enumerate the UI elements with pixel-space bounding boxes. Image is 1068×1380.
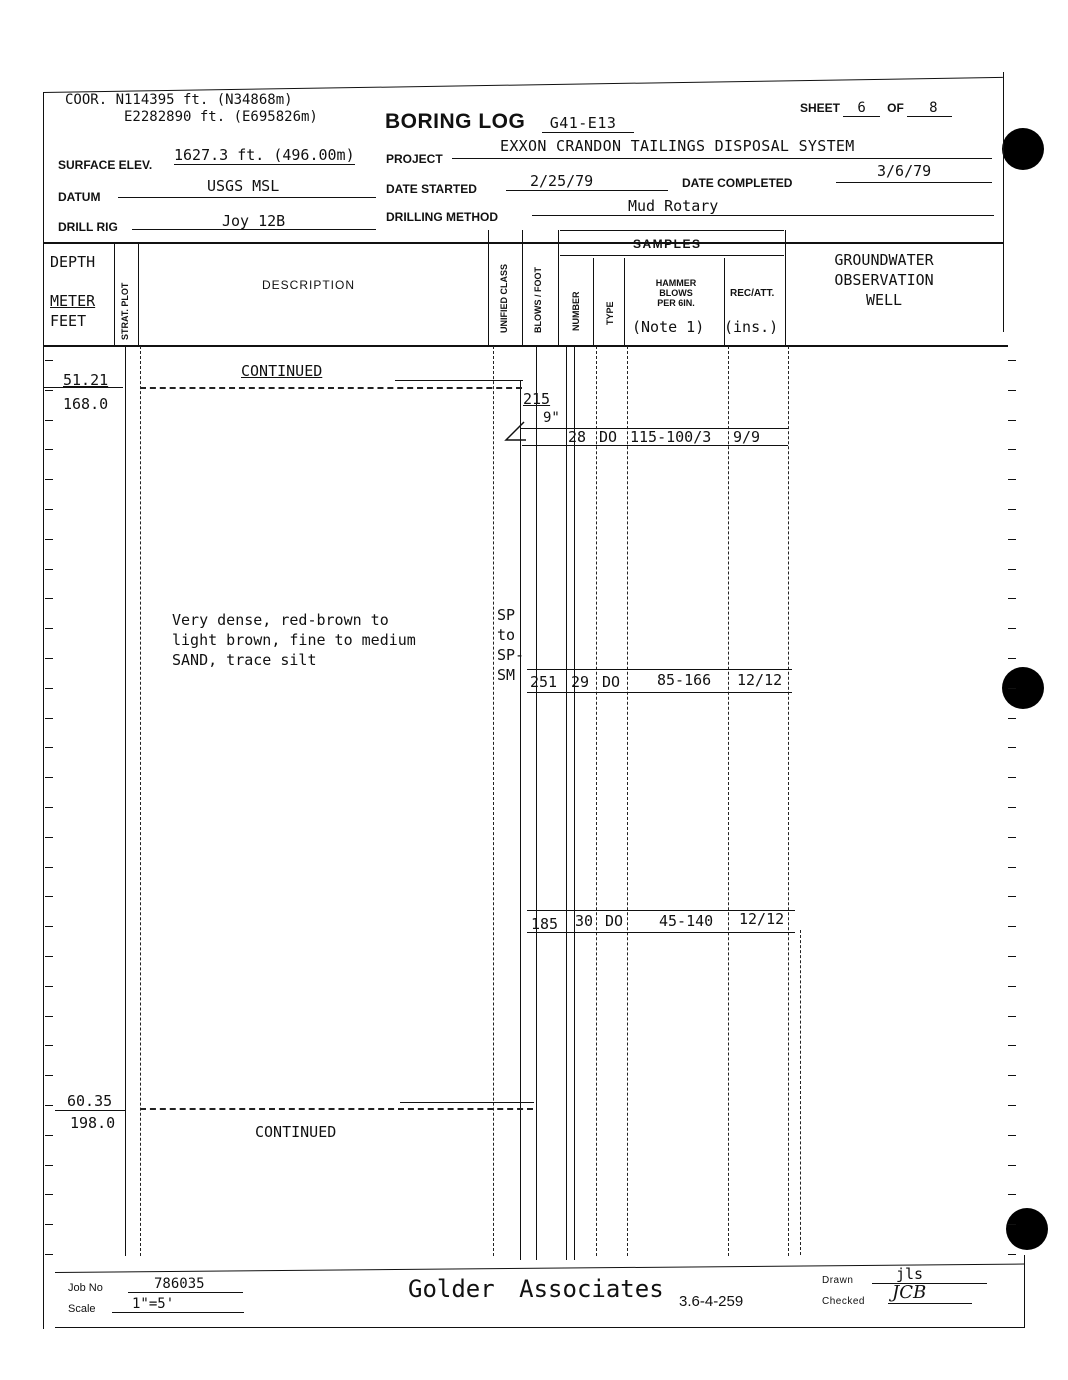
depth-tick [1008,1224,1016,1225]
frame-left [43,92,44,1329]
title-text: BORING LOG [385,110,526,133]
depth-tick [1008,986,1016,987]
column-header-bottom [43,345,1008,347]
depth-tick [1008,896,1016,897]
sheet-number: 6 [843,100,879,117]
sample-29-blows: 251 [530,673,558,691]
frame-top [43,77,1003,93]
top-meter: 51.21 [63,371,109,389]
depth-tick [1008,1045,1016,1046]
col-class-blows [522,230,523,346]
depth-tick [45,956,53,957]
surface-elev-label: SURFACE ELEV. [58,158,153,172]
date-started-value: 2/25/79 [530,172,594,190]
checked-label: Checked [822,1296,865,1307]
depth-tick [45,718,53,719]
depth-tick [1008,718,1016,719]
datum-label: DATUM [58,190,101,204]
depth-tick [1008,926,1016,927]
drill-rig-label: DRILL RIG [58,220,118,234]
top-feet: 168.0 [63,395,109,413]
depth-tick [1008,569,1016,570]
depth-tick [1008,420,1016,421]
body-samples-left [566,346,567,1260]
drill-rig-value: Joy 12B [222,212,286,230]
drilling-method-underline [532,215,994,216]
depth-tick [45,658,53,659]
sample-30-number: 30 [575,912,594,930]
of-label: OF [887,101,904,115]
col-strat-desc [138,243,139,346]
depth-tick [45,1105,53,1106]
sample-28-number: 28 [568,428,587,446]
coor-line2: E2282890 ft. (E695826m) [124,109,318,125]
depth-tick [45,986,53,987]
strat-plot-header: STRAT. PLOT [120,282,130,340]
top-boundary-right [395,380,523,381]
depth-tick [45,807,53,808]
depth-tick [45,837,53,838]
feet-header: FEET [50,312,87,330]
hammer-note: (Note 1) [632,318,705,336]
depth-tick [45,867,53,868]
samples-header: SAMPLES [633,237,702,251]
body-class [493,346,494,1256]
type-header: TYPE [605,301,615,325]
punch-hole-bottom [1006,1208,1048,1250]
depth-tick [1008,688,1016,689]
col-depth-strat [114,243,115,346]
col-number-type [593,258,594,346]
depth-tick [1008,956,1016,957]
depth-tick [1008,807,1016,808]
body-class-blows [520,380,521,1260]
depth-tick [45,569,53,570]
depth-tick [45,896,53,897]
drilling-method-value: Mud Rotary [628,197,719,215]
class-line3: SP- [497,646,525,664]
coor-line1: COOR. N114395 ft. (N34868m) [65,92,293,108]
top-boundary [140,387,522,389]
ground-arrow-icon [502,418,532,448]
depth-tick [45,1254,53,1255]
boring-id: G41-E13 [542,114,635,133]
rec-units-header: (ins.) [724,318,779,336]
sample-29-hammer: 85-166 [657,671,712,689]
blows-note-sub: 9" [543,410,560,426]
class-line4: SM [497,666,516,684]
body-hammer [627,346,628,1256]
depth-tick [45,1075,53,1076]
date-completed-underline [836,182,992,183]
sample-30-type: DO [605,912,624,930]
depth-tick [1008,867,1016,868]
depth-tick [45,479,53,480]
bottom-boundary-dash [140,1108,533,1110]
depth-tick [1008,539,1016,540]
blows-note-top: 215 [523,390,551,408]
sample-30-rec: 12/12 [739,910,785,928]
depth-tick [1008,747,1016,748]
col-hammer-rec [724,258,725,346]
surface-elev-value: 1627.3 ft. (496.00m) [174,146,355,164]
depth-tick [45,1194,53,1195]
groundwater-line2: OBSERVATION [834,271,934,289]
groundwater-line1: GROUNDWATER [834,251,934,269]
depth-tick [1008,777,1016,778]
punch-hole-top [1002,128,1044,170]
body-strat-desc [140,346,141,1256]
date-completed-label: DATE COMPLETED [682,176,793,190]
sample-29-type: DO [602,673,621,691]
sheet-total: 8 [907,100,951,117]
sample-30-blows: 185 [531,915,559,933]
groundwater-line3: WELL [865,291,903,309]
column-header-top [43,242,1003,244]
scale-label: Scale [68,1303,96,1315]
sheet-label: SHEET [800,101,841,115]
sample-29-bottom [527,692,792,693]
body-rec [728,346,729,1256]
depth-tick [45,360,53,361]
samples-box-top [560,230,784,231]
depth-tick [45,390,53,391]
class-line2: to [497,626,516,644]
sample-28-hammer: 115-100/3 [630,428,712,446]
depth-tick [1008,628,1016,629]
date-started-label: DATE STARTED [386,182,477,196]
drawn-value: jls [872,1265,987,1284]
datum-underline [118,197,376,198]
hammer-line1: HAMMER [655,278,697,288]
depth-tick [1008,1135,1016,1136]
bottom-meter: 60.35 [67,1092,113,1110]
depth-tick [1008,837,1016,838]
depth-tick [45,598,53,599]
soil-description [172,610,416,670]
project-label: PROJECT [386,152,443,166]
depth-tick [45,1224,53,1225]
rec-att-header: REC/ATT. [730,288,775,299]
depth-tick [45,1135,53,1136]
class-line1: SP [497,606,516,624]
col-desc-class [488,230,489,346]
body-well-right [800,930,801,1255]
description-line2: light brown, fine to medium [172,631,416,649]
depth-tick [45,1165,53,1166]
depth-tick [1008,1016,1016,1017]
body-blows-samples [536,346,537,1260]
body-depth-strat [125,346,126,1256]
bottom-boundary-right [400,1102,534,1103]
boring-log-title [385,110,634,134]
job-no-label: Job No [68,1282,103,1294]
depth-header: DEPTH [50,253,96,271]
bottom-boundary-solid [55,1110,125,1111]
body-number-type [574,346,575,1260]
unified-class-header: UNIFIED CLASS [499,263,509,333]
depth-tick [1008,1105,1016,1106]
frame-bottom [55,1327,1025,1328]
depth-tick [45,1045,53,1046]
depth-tick [1008,1194,1016,1195]
blows-foot-header: BLOWS / FOOT [533,267,543,333]
frame-right [1003,72,1004,332]
hammer-line3: PER 6IN. [657,298,695,308]
project-value: EXXON CRANDON TAILINGS DISPOSAL SYSTEM [500,137,855,155]
job-no-value: 786035 [128,1276,243,1293]
date-completed-value: 3/6/79 [877,162,932,180]
depth-tick [45,688,53,689]
samples-box-mid [560,255,784,256]
bottom-continued: CONTINUED [255,1123,337,1141]
sample-30-bottom [527,932,795,933]
depth-tick [1008,479,1016,480]
sample-28-type: DO [599,428,618,446]
scale-value: 1"=5' [112,1296,244,1313]
doc-number: 3.6-4-259 [679,1293,744,1310]
datum-value: USGS MSL [207,177,280,195]
depth-tick [1008,509,1016,510]
depth-tick [45,539,53,540]
description-line3: SAND, trace silt [172,651,317,669]
depth-tick [45,420,53,421]
depth-tick [1008,360,1016,361]
sample-29-top [527,669,792,670]
depth-tick [45,1016,53,1017]
drill-rig-underline [132,229,376,230]
sample-29-number: 29 [571,673,590,691]
company-name: Golder Associates [408,1275,664,1303]
depth-tick [1008,1254,1016,1255]
meter-header: METER [50,292,96,310]
drilling-method-label: DRILLING METHOD [386,210,498,224]
col-rec-well [785,230,786,346]
depth-tick [1008,390,1016,391]
col-blows-samples [558,230,559,346]
sheet-info [800,100,952,117]
sample-28-rec: 9/9 [733,428,761,446]
groundwater-header [810,250,958,310]
top-continued: CONTINUED [241,362,323,380]
depth-tick [1008,598,1016,599]
unified-class-value [497,605,524,685]
depth-tick [45,628,53,629]
depth-tick [45,777,53,778]
drawn-label: Drawn [822,1275,854,1286]
body-type [596,346,597,1256]
sample-29-rec: 12/12 [737,671,783,689]
checked-value: JCB [888,1282,972,1304]
date-started-underline [506,190,668,191]
description-header: DESCRIPTION [262,278,356,292]
body-well [788,346,789,1256]
hammer-line2: BLOWS [659,288,693,298]
depth-tick [1008,1165,1016,1166]
depth-tick [45,509,53,510]
depth-tick [45,449,53,450]
depth-tick [45,926,53,927]
number-header: NUMBER [571,291,581,331]
col-type-hammer [624,258,625,346]
bottom-feet: 198.0 [70,1114,116,1132]
sample-30-hammer: 45-140 [659,912,714,930]
description-line1: Very dense, red-brown to [172,611,389,629]
depth-tick [45,747,53,748]
depth-tick [1008,658,1016,659]
depth-tick [1008,449,1016,450]
project-underline [452,158,992,159]
frame-right-lower [1024,1255,1025,1327]
hammer-header [628,278,724,308]
depth-tick [1008,1075,1016,1076]
